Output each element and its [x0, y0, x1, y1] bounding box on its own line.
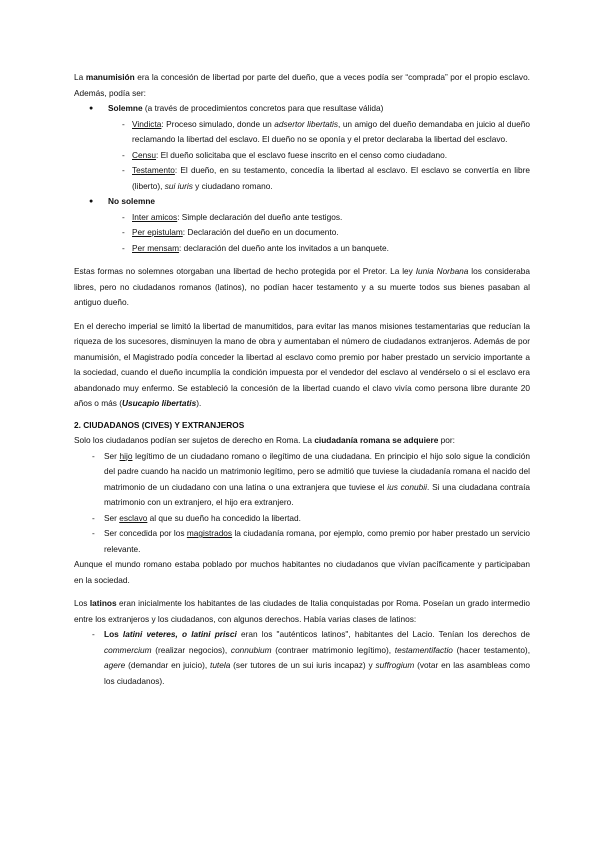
list-item: - Ser hijo legítimo de un ciudadano romano o ilegítimo de una ciudadana. En principio el hijo solo sigue la condición del padre cuando ha nacido un matrimonio legítimo, pero se admitió que tuviese la ciudadanía romana el nacido del matrimonio de un ciudadano con una latina o una extranjera que tuviese el ius conubii. Si una ciudadana contraía matrimonio con un extranjero, el hijo era extranjero. — [74, 449, 530, 511]
list-item: - Per epistulam: Declaración del dueño en un documento. — [74, 225, 530, 241]
list-item: - Inter amicos: Simple declaración del dueño ante testigos. — [74, 210, 530, 226]
no-solemne-sublist — [74, 210, 530, 257]
intro-paragraph: La manumisión era la concesión de libertad por parte del dueño, que a veces podía ser “comprada” por el propio esclavo. Además, podía ser: — [74, 72, 530, 98]
list-item: - Per mensam: declaración del dueño ante los invitados a un banquete. — [74, 241, 530, 257]
paragraph-no-ciudadanos: Aunque el mundo romano estaba poblado por muchos habitantes no ciudadanos que vivían pacíficamente y participaban en la sociedad. — [74, 559, 530, 585]
paragraph-derecho-imperial: En el derecho imperial se limitó la libertad de manumitidos, para evitar las manos misiones testamentarias que reducían la riqueza de los sucesores, disminuyen la mano de obra y aumentaban el número de ciudadanos extranjeros. Además de por manumisión, el Magistrado podía conceder la libertad al esclavo como premio por haber prestado un servicio importante a la sociedad, cuando el dueño incumplía la condición impuesta por el vendedor del esclavo al vendérselo o si el esclavo era abandonado muy enfermo. Se estableció la concesión de la libertad cuando el clavo vivía como persona libre durante 20 años o más (Usucapio libertatis). — [74, 320, 530, 408]
list-item-solemne: ● Solemne (a través de procedimientos concretos para que resultase válida) - Vindicta: Proceso simulado, donde un adsertor libertatis, un amigo del dueño demandaba en juicio al dueño reclamando la libertad del esclavo. El dueño no se oponía y el pretor declaraba la libertad del esclavo. - Censu: El dueño solicitaba que el esclavo fuese inscrito en el censo como ciudadano. - Testamento: El dueño, en su testamento, concedía la libertad al esclavo. El esclavo se convertía en libre (liberto), sui iuris y ciudadano romano. — [74, 101, 530, 194]
list-item: - Ser concedida por los magistrados la ciudadanía romana, por ejemplo, como premio por haber prestado un servicio relevante. — [74, 526, 530, 557]
manumission-types-list — [74, 101, 530, 256]
list-item: - Censu: El dueño solicitaba que el esclavo fuese inscrito en el censo como ciudadano. — [74, 148, 530, 164]
list-item-no-solemne: ● No solemne - Inter amicos: Simple declaración del dueño ante testigos. - Per epistulam: Declaración del dueño en un documento. - Per mensam: declaración del dueño ante los invitados a un banquete. — [74, 194, 530, 256]
paragraph-no-solemnes: Estas formas no solemnes otorgaban una libertad de hecho protegida por el Pretor. La ley Iunia Norbana los consideraba libres, pero no ciudadanos romanos (latinos), no podían hacer testamento y a su muerte todos sus bienes pasaban al antiguo dueño. — [74, 266, 530, 307]
latinos-list — [74, 627, 530, 689]
section-heading-ciudadanos: 2. CIUDADANOS (CIVES) Y EXTRANJEROS — [74, 419, 245, 430]
list-item: - Testamento: El dueño, en su testamento, concedía la libertad al esclavo. El esclavo se convertía en libre (liberto), sui iuris y ciudadano romano. — [74, 163, 530, 194]
paragraph-ciudadania: Solo los ciudadanos podían ser sujetos de derecho en Roma. La ciudadanía romana se adquiere por: — [74, 435, 455, 445]
list-item: - Los latini veteres, o latini prisci eran los "auténticos latinos", habitantes del Lacio. Tenían los derechos de commercium (realizar negocios), connubium (contraer matrimonio legítimo), testamentifactio (hacer testamento), agere (demandar en juicio), tutela (ser tutores de un sui iuris incapaz) y suffrogium (votar en las asambleas como los ciudadanos). — [74, 627, 530, 689]
list-item: - Vindicta: Proceso simulado, donde un adsertor libertatis, un amigo del dueño demandaba en juicio al dueño reclamando la libertad del esclavo. El dueño no se oponía y el pretor declaraba la libertad del esclavo. — [74, 117, 530, 148]
list-item: - Ser esclavo al que su dueño ha concedido la libertad. — [74, 511, 530, 527]
ciudadania-list — [74, 449, 530, 558]
paragraph-latinos: Los latinos eran inicialmente los habitantes de las ciudades de Italia conquistadas por Roma. Poseían un grado intermedio entre los extranjeros y los ciudadanos, con algunos derechos. Había varias clases de latinos: — [74, 598, 530, 624]
solemne-sublist — [74, 117, 530, 195]
document-page — [74, 70, 530, 689]
term-manumision: manumisión — [85, 72, 135, 82]
